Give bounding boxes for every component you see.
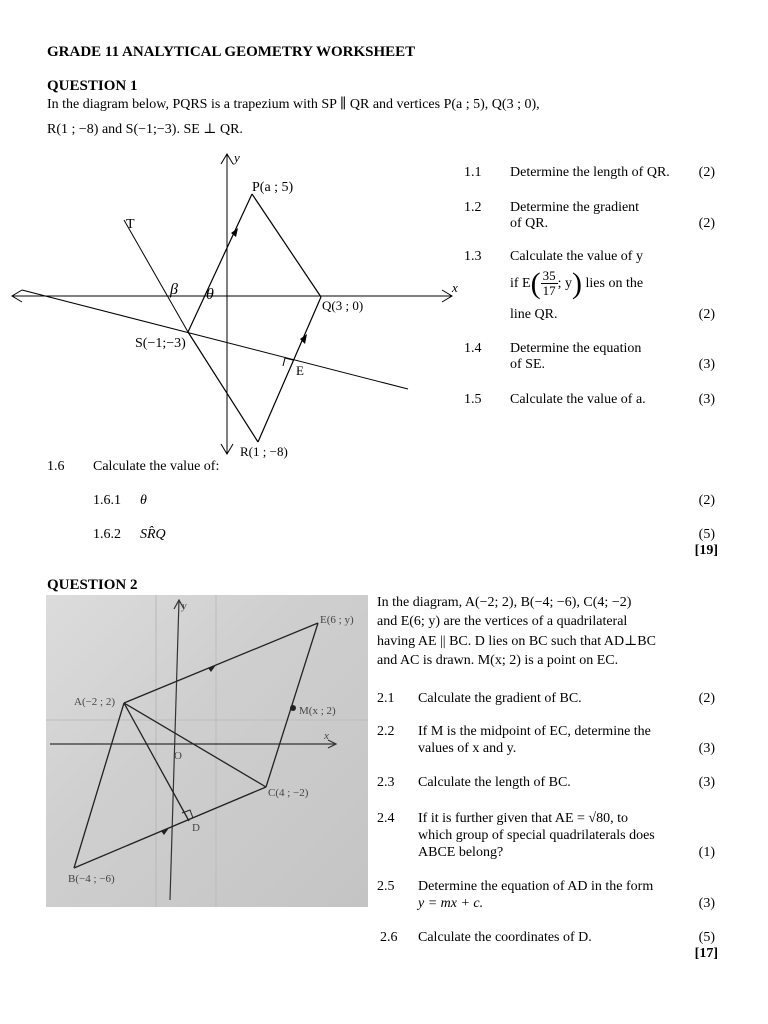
item-1-4-line2: of SE.	[510, 357, 545, 372]
y-axis-label: y	[234, 150, 240, 165]
item-1-2-line1: Determine the gradient	[510, 200, 640, 215]
question-1-intro-line2: R(1 ; −8) and S(−1;−3). SE ⊥ QR.	[47, 122, 243, 137]
side-QR	[258, 297, 321, 442]
item-2-3-text: Calculate the length of BC.	[418, 775, 571, 790]
x-axis-label: x	[452, 280, 458, 295]
item-2-4-line3: ABCE belong?	[418, 845, 504, 860]
item-2-1-marks: (2)	[698, 691, 715, 706]
item-2-2-line2: values of x and y.	[418, 741, 517, 756]
question-1-heading: QUESTION 1	[47, 78, 138, 94]
item-2-2-line1: If M is the midpoint of EC, determine the	[418, 724, 651, 739]
item-1-6-2-num: 1.6.2	[93, 527, 121, 542]
item-2-4-num: 2.4	[377, 811, 395, 826]
item-1-4-marks: (3)	[698, 357, 715, 372]
item-1-6-2-text: SR̂Q	[140, 527, 166, 542]
item-2-6-marks: (5)	[698, 930, 715, 945]
item-1-1-num: 1.1	[464, 165, 482, 180]
item-1-6-1-num: 1.6.1	[93, 493, 121, 508]
worksheet-title: GRADE 11 ANALYTICAL GEOMETRY WORKSHEET	[47, 44, 416, 60]
item-1-6-1-text: θ	[140, 493, 147, 508]
item-2-5-marks: (3)	[698, 896, 715, 911]
item-1-3-line3: line QR.	[510, 307, 558, 322]
item-1-6-text: Calculate the value of:	[93, 459, 220, 474]
side-RS	[188, 332, 258, 442]
fraction-35-17	[541, 269, 558, 299]
item-1-3-line2	[510, 265, 643, 303]
fraction-numerator: 35	[542, 267, 556, 283]
item-1-3-if-label: if E	[510, 275, 531, 291]
item-1-4-num: 1.4	[464, 341, 482, 356]
point-D-label: D	[192, 822, 200, 834]
item-2-5-line1: Determine the equation of AD in the form	[418, 879, 654, 894]
quadrilateral-diagram	[46, 595, 368, 907]
item-2-6-text: Calculate the coordinates of D.	[418, 930, 592, 945]
side-SP	[188, 194, 252, 332]
open-paren: (	[530, 267, 541, 300]
item-1-3-after: lies on the	[585, 275, 644, 291]
point-A-label: A(−2 ; 2)	[74, 696, 116, 708]
question-2-total: [17]	[694, 946, 718, 961]
side-PQ	[252, 194, 321, 297]
item-1-3-num: 1.3	[464, 249, 482, 264]
x-axis-label: x	[324, 730, 329, 742]
item-2-5-num: 2.5	[377, 879, 395, 894]
quadrilateral-photo	[46, 595, 368, 907]
point-T-label: T	[126, 217, 135, 232]
point-B-label: B(−4 ; −6)	[68, 873, 115, 885]
point-M	[290, 705, 296, 711]
item-1-3-marks: (2)	[698, 307, 715, 322]
item-2-3-num: 2.3	[377, 775, 395, 790]
point-Q-label: Q(3 ; 0)	[322, 298, 364, 313]
item-1-2-marks: (2)	[698, 216, 715, 231]
item-1-5-num: 1.5	[464, 392, 482, 407]
fraction-denominator: 17	[542, 283, 556, 299]
question-2-intro-line2: and E(6; y) are the vertices of a quadrilateral	[377, 614, 628, 629]
item-2-3-marks: (3)	[698, 775, 715, 790]
item-2-4-marks: (1)	[698, 845, 715, 860]
item-2-1-text: Calculate the gradient of BC.	[418, 691, 582, 706]
item-1-5-marks: (3)	[698, 392, 715, 407]
point-S-label: S(−1;−3)	[135, 336, 186, 351]
item-2-6-num: 2.6	[380, 930, 398, 945]
origin-label: O	[174, 750, 182, 762]
trapezium-diagram	[0, 140, 470, 465]
item-2-1-num: 2.1	[377, 691, 395, 706]
point-E-label: E	[296, 363, 304, 378]
side-AE	[124, 623, 318, 703]
item-1-3-line1: Calculate the value of y	[510, 249, 643, 264]
item-1-1-text: Determine the length of QR.	[510, 165, 670, 180]
angle-theta-label: θ	[206, 286, 214, 303]
item-1-3-y: ; y	[557, 275, 572, 291]
item-2-5-line2: y = mx + c.	[418, 896, 484, 911]
item-1-1-marks: (2)	[698, 165, 715, 180]
item-1-6-2-marks: (5)	[698, 527, 715, 542]
question-1-total: [19]	[694, 543, 718, 558]
side-CB	[74, 787, 266, 868]
point-E-label: E(6 ; y)	[320, 614, 354, 626]
question-1-intro-line1: In the diagram below, PQRS is a trapezium with SP ∥ QR and vertices P(a ; 5), Q(3 ; 0),	[47, 97, 540, 112]
point-R-label: R(1 ; −8)	[240, 444, 288, 459]
side-BA	[74, 703, 124, 868]
item-1-6-1-marks: (2)	[698, 493, 715, 508]
item-1-2-line2: of QR.	[510, 216, 549, 231]
point-C-label: C(4 ; −2)	[268, 787, 309, 799]
question-2-heading: QUESTION 2	[47, 577, 138, 593]
y-axis-label: y	[182, 601, 187, 612]
item-2-2-num: 2.2	[377, 724, 395, 739]
item-1-4-line1: Determine the equation	[510, 341, 642, 356]
question-2-intro-line1: In the diagram, A(−2; 2), B(−4; −6), C(4; −2)	[377, 595, 632, 610]
line-TS	[124, 220, 188, 332]
question-2-intro-line4: and AC is drawn. M(x; 2) is a point on EC.	[377, 653, 619, 668]
close-paren: )	[572, 267, 582, 300]
item-1-6-num: 1.6	[47, 459, 65, 474]
diagonal-AC	[124, 703, 266, 787]
item-1-2-num: 1.2	[464, 200, 482, 215]
angle-beta-label: β	[170, 281, 178, 298]
item-2-4-line2: which group of special quadrilaterals does	[418, 828, 655, 843]
point-M-label: M(x ; 2)	[299, 705, 336, 717]
item-2-2-marks: (3)	[698, 741, 715, 756]
item-2-4-line1: If it is further given that AE = √80, to	[418, 811, 628, 826]
point-P-label: P(a ; 5)	[252, 180, 294, 195]
question-2-intro-line3: having AE || BC. D lies on BC such that AD⊥BC	[377, 634, 656, 649]
item-1-5-text: Calculate the value of a.	[510, 392, 646, 407]
